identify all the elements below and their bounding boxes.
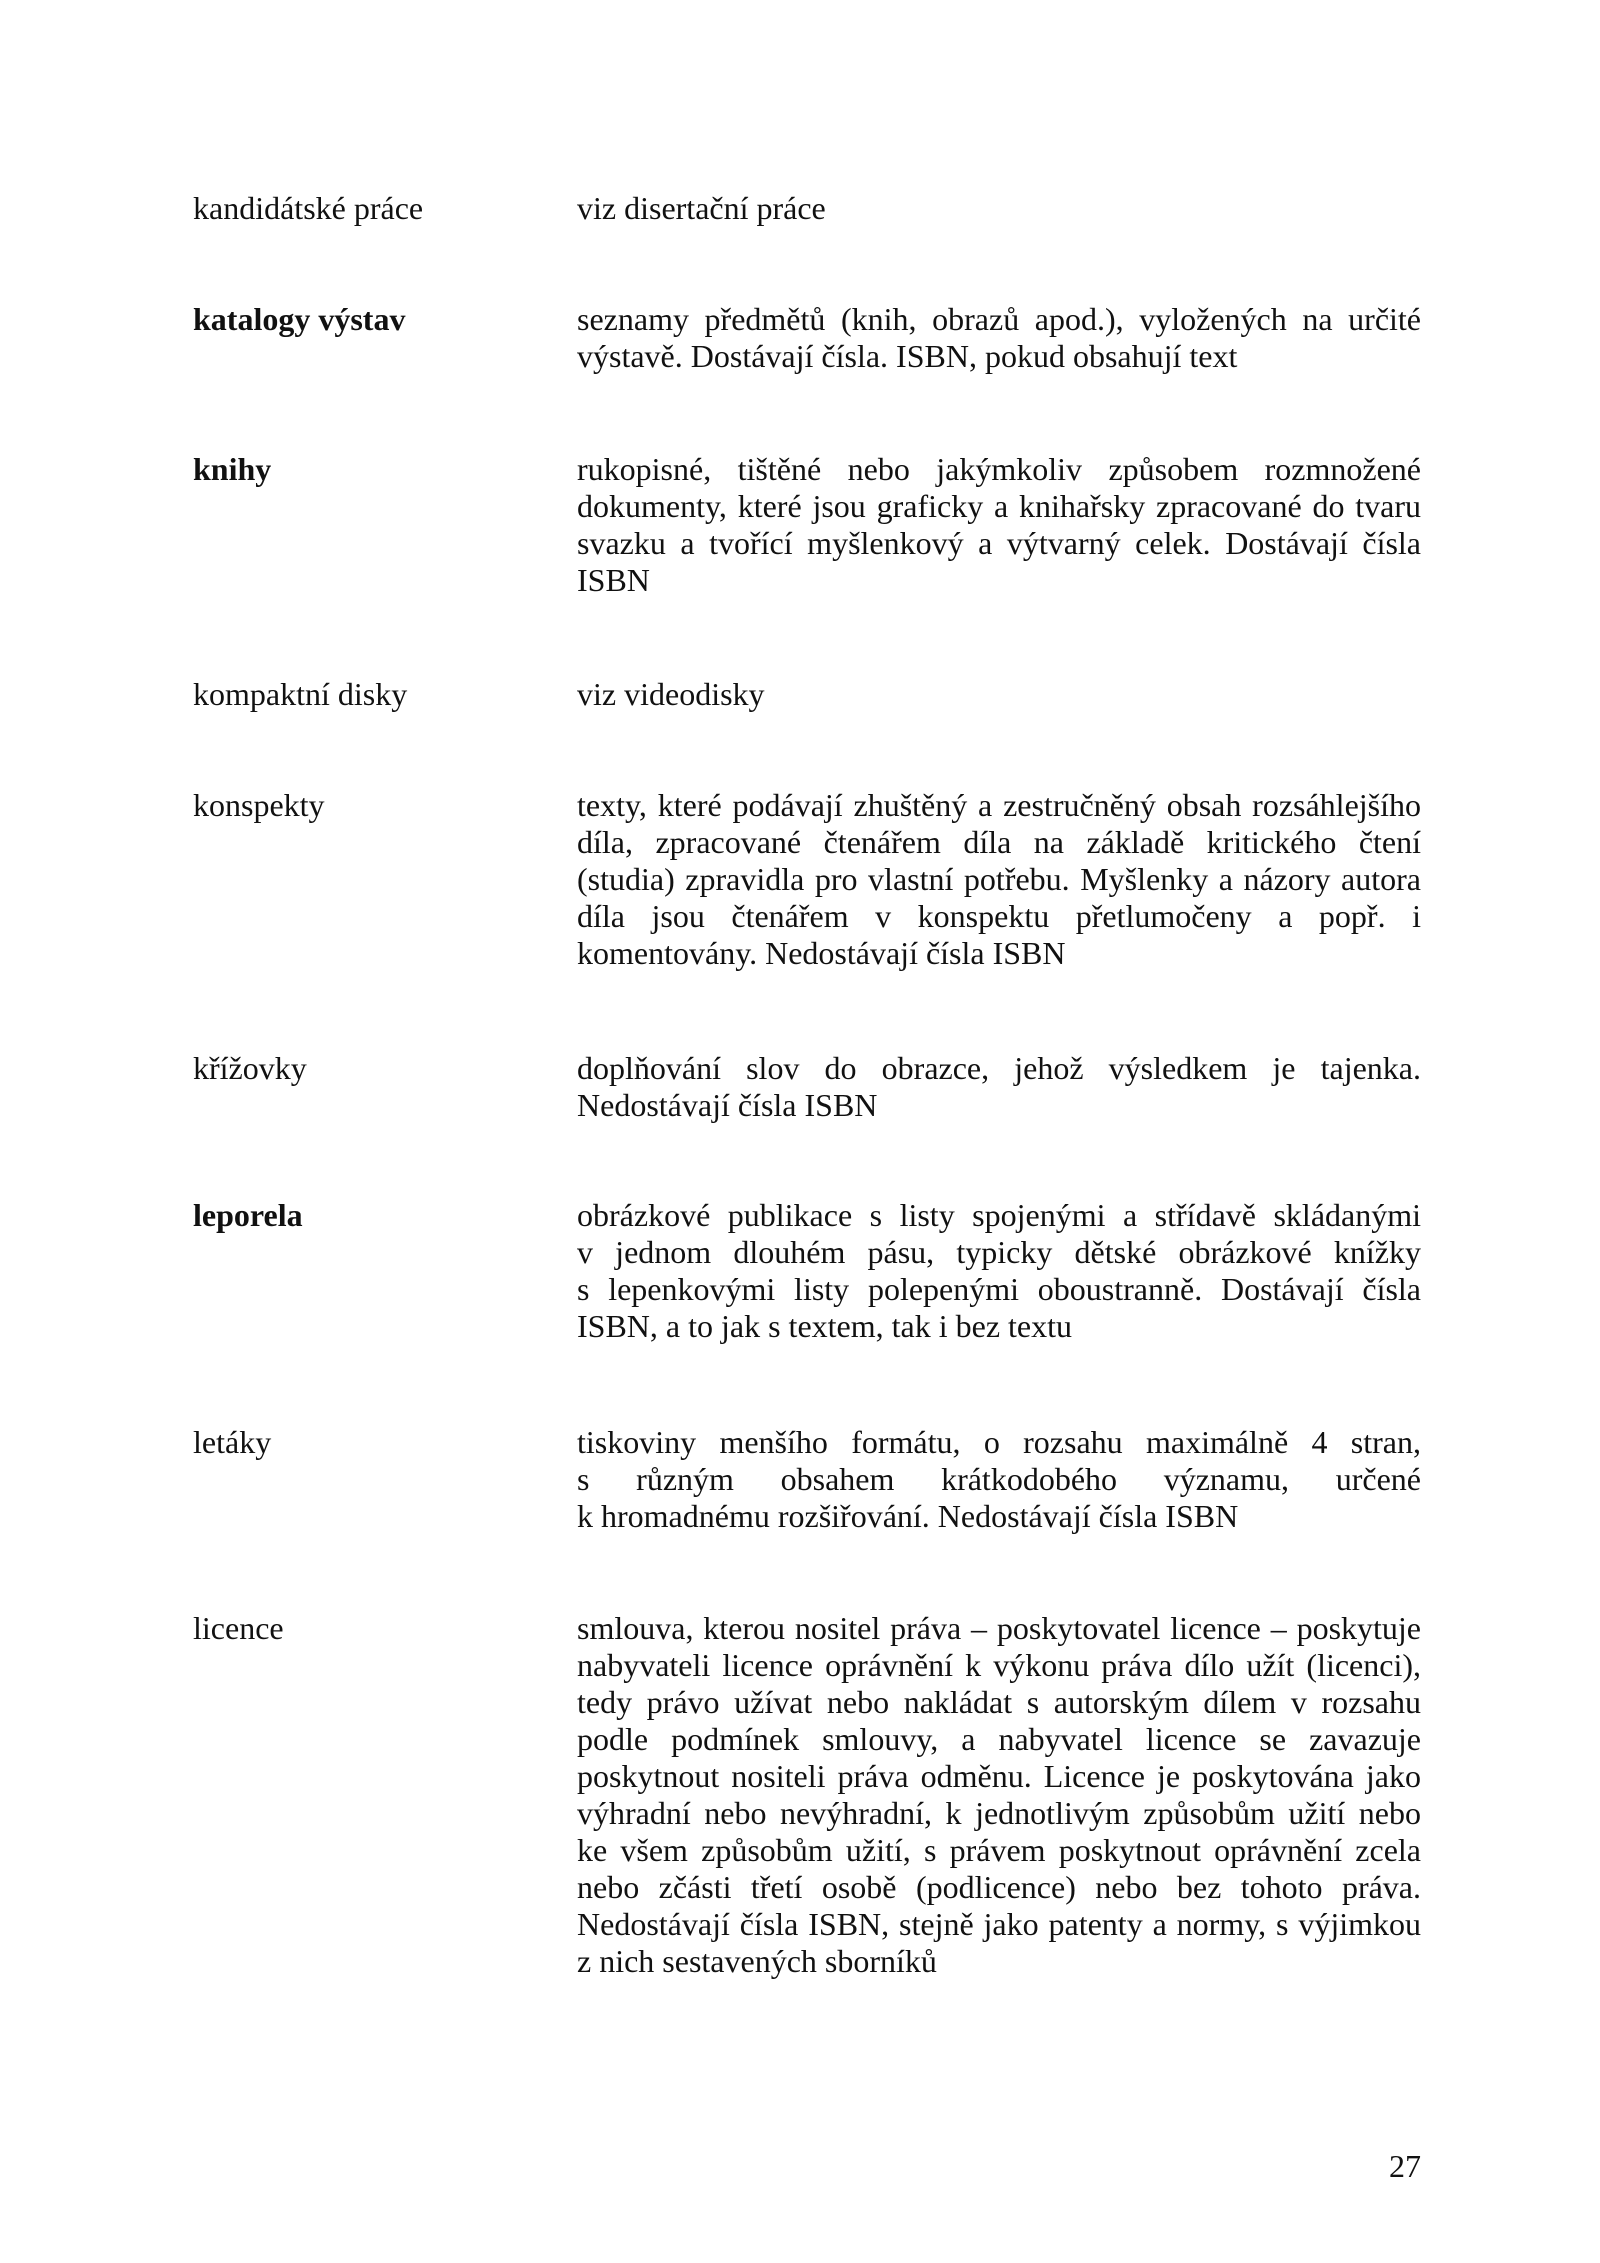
definition-line: ISBN <box>577 562 650 598</box>
entry-definition <box>577 1050 1421 1124</box>
definition-line: ke všem způsobům užití, s právem poskytnout oprávnění zcela <box>577 1832 1421 1868</box>
entry-definition <box>577 301 1421 375</box>
definition-line: poskytnout nositeli práva odměnu. Licence je poskytována jako <box>577 1758 1421 1794</box>
entry-term: letáky <box>193 1424 272 1460</box>
definition-line: z nich sestavených sborníků <box>577 1943 937 1979</box>
definition-line: viz disertační práce <box>577 190 826 226</box>
definition-line: díla, zpracované čtenářem díla na základě kritického čtení <box>577 824 1421 860</box>
entry-definition <box>577 451 1421 599</box>
definition-line: Nedostávají čísla ISBN <box>577 1087 878 1123</box>
entry-term: kandidátské práce <box>193 190 424 226</box>
entry-definition <box>577 1610 1421 1980</box>
definition-line: obrázkové publikace s listy spojenými a střídavě skládanými <box>577 1197 1421 1233</box>
entry-definition <box>577 676 1421 713</box>
definition-line: výhradní nebo nevýhradní, k jednotlivým způsobům užití nebo <box>577 1795 1421 1831</box>
entry-definition <box>577 787 1421 972</box>
definition-line: nabyvateli licence oprávnění k výkonu práva dílo užít (licenci), <box>577 1647 1421 1683</box>
definition-line: (studia) zpravidla pro vlastní potřebu. Myšlenky a názory autora <box>577 861 1421 897</box>
definition-line: s lepenkovými listy polepenými oboustranně. Dostávají čísla <box>577 1271 1421 1307</box>
definition-line: seznamy předmětů (knih, obrazů apod.), vyložených na určité <box>577 301 1421 337</box>
entry-definition <box>577 1197 1421 1345</box>
entry-term: kompaktní disky <box>193 676 408 712</box>
definition-line: v jednom dlouhém pásu, typicky dětské obrázkové knížky <box>577 1234 1421 1270</box>
definition-line: podle podmínek smlouvy, a nabyvatel licence se zavazuje <box>577 1721 1421 1757</box>
definition-line: ISBN, a to jak s textem, tak i bez textu <box>577 1308 1072 1344</box>
definition-line: tiskoviny menšího formátu, o rozsahu maximálně 4 stran, <box>577 1424 1421 1460</box>
definition-line: dokumenty, které jsou graficky a knihařsky zpracované do tvaru <box>577 488 1421 524</box>
definition-line: smlouva, kterou nositel práva – poskytovatel licence – poskytuje <box>577 1610 1421 1646</box>
definition-line: k hromadnému rozšiřování. Nedostávají čísla ISBN <box>577 1498 1239 1534</box>
definition-line: rukopisné, tištěné nebo jakýmkoliv způsobem rozmnožené <box>577 451 1421 487</box>
definition-line: Nedostávají čísla ISBN, stejně jako patenty a normy, s výjimkou <box>577 1906 1421 1942</box>
definition-line: svazku a tvořící myšlenkový a výtvarný celek. Dostávají čísla <box>577 525 1421 561</box>
definition-line: s různým obsahem krátkodobého významu, určené <box>577 1461 1421 1497</box>
page-number: 27 <box>1389 2148 1421 2184</box>
definition-line: viz videodisky <box>577 676 765 712</box>
entry-term: konspekty <box>193 787 325 823</box>
definition-line: texty, které podávají zhuštěný a zestručněný obsah rozsáhlejšího <box>577 787 1421 823</box>
definition-line: tedy právo užívat nebo nakládat s autorským dílem v rozsahu <box>577 1684 1421 1720</box>
entry-term: knihy <box>193 451 272 487</box>
entry-term: katalogy výstav <box>193 301 406 337</box>
definition-line: nebo zčásti třetí osobě (podlicence) nebo bez tohoto práva. <box>577 1869 1421 1905</box>
entry-definition <box>577 190 1421 227</box>
entry-term: leporela <box>193 1197 303 1233</box>
definition-line: výstavě. Dostávají čísla. ISBN, pokud obsahují text <box>577 338 1238 374</box>
entry-term: křížovky <box>193 1050 307 1086</box>
definition-line: díla jsou čtenářem v konspektu přetlumočeny a popř. i <box>577 898 1421 934</box>
entry-definition <box>577 1424 1421 1535</box>
definition-line: komentovány. Nedostávají čísla ISBN <box>577 935 1066 971</box>
entry-term: licence <box>193 1610 284 1646</box>
definition-line: doplňování slov do obrazce, jehož výsledkem je tajenka. <box>577 1050 1421 1086</box>
